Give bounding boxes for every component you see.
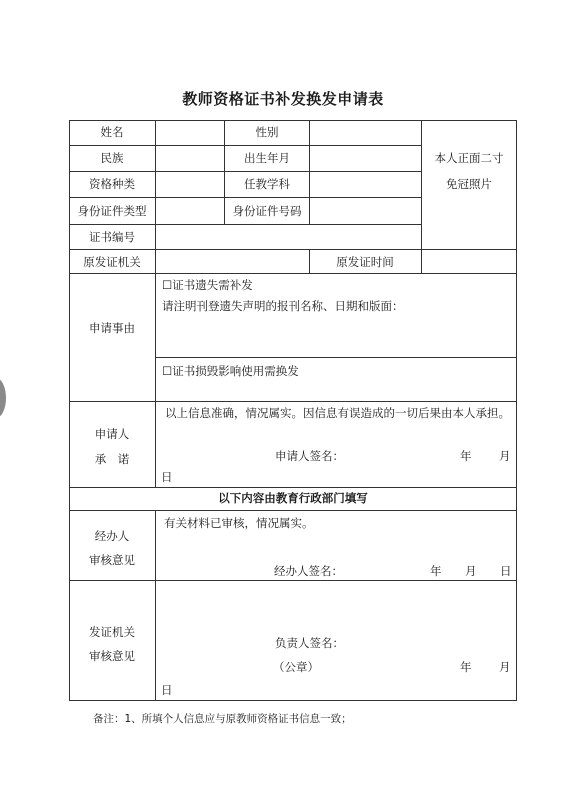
- rule-row5: [69, 249, 517, 250]
- label-issuer-line2: 审核意见: [89, 649, 135, 663]
- label-handler-line2: 审核意见: [89, 553, 135, 567]
- rule-row6: [69, 273, 517, 274]
- scan-edge-shadow: [0, 378, 6, 418]
- label-id-number: 身份证件号码: [232, 204, 302, 218]
- label-handler-line1: 经办人: [94, 529, 130, 543]
- label-cert-number: 证书编号: [89, 230, 135, 244]
- label-application-reason: 申请事由: [89, 321, 135, 335]
- footnote: 备注：1、所填个人信息应与原教师资格证书信息一致；: [93, 713, 352, 725]
- responsible-signature-label: 负责人签名：: [275, 636, 344, 650]
- label-issuer-line1: 发证机关: [89, 625, 135, 639]
- checkbox-damaged-replace: ☐证书损毁影响使用需换发: [162, 364, 299, 378]
- label-pledge-line1: 申请人: [94, 427, 130, 441]
- form-title: 教师资格证书补发换发申请表: [182, 90, 384, 108]
- application-form-table: [69, 120, 517, 700]
- official-seal-label: （公章）: [273, 660, 319, 674]
- section-header-education-dept: 以下内容由教育行政部门填写: [218, 491, 368, 505]
- photo-instruction-line1: 本人正面二寸: [434, 151, 504, 165]
- rule-row3: [69, 197, 421, 198]
- handler-day-label: 日: [500, 564, 512, 578]
- label-gender: 性别: [255, 125, 279, 139]
- label-birth: 出生年月: [244, 151, 290, 165]
- label-subject: 任教学科: [244, 177, 290, 191]
- rule-reason-bottom: [69, 401, 517, 402]
- handler-review-statement: 有关材料已审核，情况属实。: [164, 516, 314, 530]
- label-original-issue-time: 原发证时间: [336, 255, 394, 269]
- rule-row4: [69, 224, 421, 225]
- pledge-day-label: 日: [161, 470, 173, 484]
- pledge-statement: 以上信息准确，情况属实。因信息有误造成的一切后果由本人承担。: [165, 406, 510, 420]
- issuer-year-label: 年: [460, 660, 472, 674]
- lost-notice-instruction: 请注明刊登遗失声明的报刊名称、日期和版面：: [162, 299, 404, 313]
- checkbox-lost-reissue: ☐证书遗失需补发: [162, 278, 253, 292]
- pledge-year-label: 年: [460, 449, 472, 463]
- pledge-month-label: 月: [499, 449, 511, 463]
- label-pledge-line2: 承 诺: [94, 452, 130, 466]
- label-id-type: 身份证件类型: [77, 204, 147, 218]
- issuer-month-label: 月: [499, 660, 511, 674]
- rule-label-column-lower: [155, 510, 156, 700]
- handler-month-label: 月: [465, 564, 477, 578]
- rule-label-column: [155, 120, 156, 487]
- rule-bottom: [69, 700, 517, 701]
- handler-year-label: 年: [430, 564, 442, 578]
- rule-row1: [69, 145, 421, 146]
- rule-mid-left: [224, 120, 225, 224]
- label-qualification-type: 资格种类: [89, 177, 135, 191]
- handler-signature-label: 经办人签名：: [274, 564, 343, 578]
- photo-instruction-line2: 免冠照片: [446, 177, 492, 191]
- rule-left: [69, 120, 70, 701]
- rule-section-header-bottom: [69, 510, 517, 511]
- rule-reason-split: [155, 357, 517, 358]
- rule-row2: [69, 171, 421, 172]
- rule-top: [69, 120, 517, 121]
- label-ethnicity: 民族: [100, 151, 124, 165]
- label-name: 姓名: [100, 125, 124, 139]
- rule-handler-bottom: [69, 580, 517, 581]
- rule-right: [516, 120, 517, 701]
- label-original-issuer: 原发证机关: [83, 255, 141, 269]
- rule-photo-left: [421, 120, 422, 273]
- rule-mid-right: [309, 120, 310, 224]
- rule-pledge-bottom: [69, 487, 517, 488]
- applicant-signature-label: 申请人签名：: [275, 449, 344, 463]
- rule-issue-time-left: [309, 249, 310, 273]
- issuer-day-label: 日: [161, 683, 173, 697]
